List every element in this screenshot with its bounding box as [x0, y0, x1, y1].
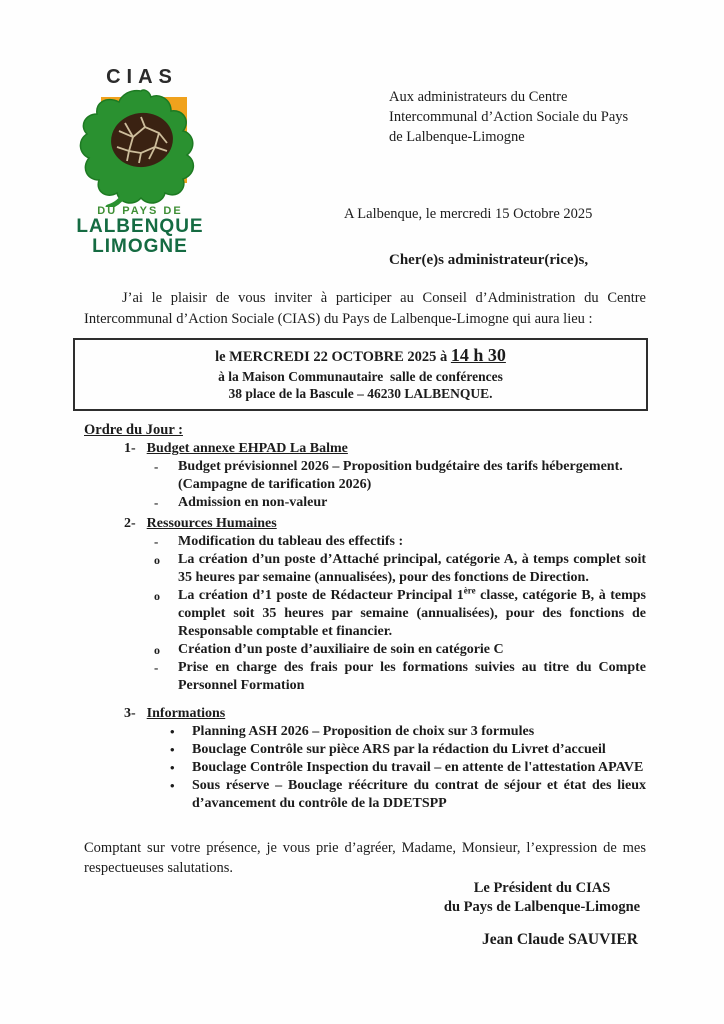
meeting-address-line: 38 place de la Bascule – 46230 LALBENQUE.	[228, 386, 493, 401]
circle-marker: o	[154, 589, 160, 603]
agenda-item-text: Modification du tableau des effectifs :	[178, 534, 404, 549]
circle-marker: o	[154, 553, 160, 567]
dash-marker: -	[154, 534, 159, 549]
intro-paragraph: J’ai le plaisir de vous inviter à participer au Conseil d’Administration du Centre Intercommunal d’Action Sociale (CIAS) du Pays de Lalbenque-Limogne qui aura lieu :	[84, 290, 646, 327]
bullet-marker: •	[170, 724, 175, 739]
date-line: A Lalbenque, le mercredi 15 Octobre 2025	[344, 206, 593, 222]
salutation: Cher(e)s administrateur(rice)s,	[389, 252, 589, 268]
meeting-date-line	[85, 345, 636, 368]
agenda-item	[154, 458, 646, 494]
signature-title-line: Le Président du CIAS	[473, 880, 611, 896]
meeting-time: 14 h 30	[450, 345, 506, 365]
agenda	[84, 421, 646, 813]
section-title: Informations	[146, 706, 226, 721]
bullet-marker: •	[170, 742, 175, 757]
cias-logo	[72, 66, 208, 257]
dash-marker: -	[154, 660, 159, 675]
logo-name-line2: LIMOGNE	[92, 236, 188, 257]
agenda-item-text: Prise en charge des frais pour les formations suivies au titre du Compte Personnel Formation	[178, 660, 646, 693]
circle-marker: o	[154, 643, 160, 657]
agenda-item	[170, 777, 646, 813]
bullet-marker: •	[170, 760, 175, 775]
agenda-section-informations	[84, 705, 646, 813]
agenda-item	[170, 723, 646, 741]
agenda-item	[154, 494, 646, 512]
section-heading	[124, 515, 646, 533]
bullet-marker: •	[170, 778, 175, 793]
closing-paragraph: Comptant sur votre présence, je vous prie d’agréer, Madame, Monsieur, l’expression de mes respectueuses salutations.	[84, 840, 646, 876]
agenda-section-budget	[84, 440, 646, 512]
agenda-item-text: Bouclage Contrôle sur pièce ARS par la rédaction du Livret d’accueil	[192, 742, 606, 757]
section-heading	[124, 440, 646, 458]
logo-name-line1: LALBENQUE	[76, 216, 204, 237]
agenda-item	[154, 659, 646, 695]
dash-marker: -	[154, 495, 159, 510]
signer-name: Jean Claude SAUVIER	[482, 931, 638, 948]
agenda-item	[170, 741, 646, 759]
meeting-notice-box	[73, 338, 648, 411]
oak-leaf-truffle-icon	[79, 89, 201, 207]
agenda-item	[154, 533, 646, 551]
meeting-place-line: à la Maison Communautaire salle de conférences	[218, 369, 503, 384]
agenda-item-text: La création d’un poste d’Attaché principal, catégorie A, à temps complet soit 35 heures par semaine (annualisées), pour des fonctions de Direction.	[178, 552, 646, 585]
agenda-item-text: Bouclage Contrôle Inspection du travail – en attente de l'attestation APAVE	[192, 760, 644, 775]
section-number: 3-	[124, 706, 136, 721]
meeting-date-text: le MERCREDI 22 OCTOBRE 2025 à	[215, 349, 451, 365]
agenda-item-line: classe, catégorie B, à temps complet soit 35 heures par semaine (annualisées), pour des fonctions de Responsable comptable et financier.	[178, 588, 647, 639]
superscript: ère	[463, 585, 476, 596]
agenda-item	[154, 551, 646, 587]
recipient-address	[389, 87, 679, 147]
section-heading	[124, 705, 646, 723]
agenda-item-line: Budget prévisionnel 2026 – Proposition budgétaire des tarifs hébergement.	[178, 459, 623, 474]
agenda-item	[154, 587, 646, 641]
agenda-section-rh	[84, 515, 646, 695]
logo-subtitle: DU PAYS DE	[97, 205, 183, 217]
agenda-title: Ordre du Jour :	[84, 422, 183, 438]
agenda-item	[170, 759, 646, 777]
signature-title	[418, 879, 666, 916]
agenda-item-text	[178, 458, 646, 494]
recipient-line: Intercommunal d’Action Sociale du Pays	[389, 109, 629, 125]
recipient-line: de Lalbenque-Limogne	[389, 129, 525, 145]
section-title: Budget annexe EHPAD La Balme	[146, 441, 348, 456]
agenda-item	[154, 641, 646, 659]
dash-marker: -	[154, 459, 159, 474]
agenda-item-line: (Campagne de tarification 2026)	[178, 477, 372, 492]
agenda-item-text	[178, 587, 646, 641]
signature-title-line: du Pays de Lalbenque-Limogne	[443, 898, 641, 915]
agenda-item-text: Sous réserve – Bouclage réécriture du contrat de séjour et état des lieux d’avancement du contrôle de la DDETSPP	[192, 778, 646, 811]
section-number: 2-	[124, 516, 136, 531]
agenda-item-text: Admission en non-valeur	[178, 495, 328, 510]
agenda-item-text: Création d’un poste d’auxiliaire de soin en catégorie C	[178, 642, 504, 657]
logo-acronym: CIAS	[106, 66, 178, 88]
section-number: 1-	[124, 441, 136, 456]
agenda-item-text: Planning ASH 2026 – Proposition de choix sur 3 formules	[192, 724, 535, 739]
recipient-line: Aux administrateurs du Centre	[389, 89, 568, 105]
agenda-item-line: La création d’1 poste de Rédacteur Principal 1	[178, 588, 464, 603]
section-title: Ressources Humaines	[146, 516, 277, 531]
